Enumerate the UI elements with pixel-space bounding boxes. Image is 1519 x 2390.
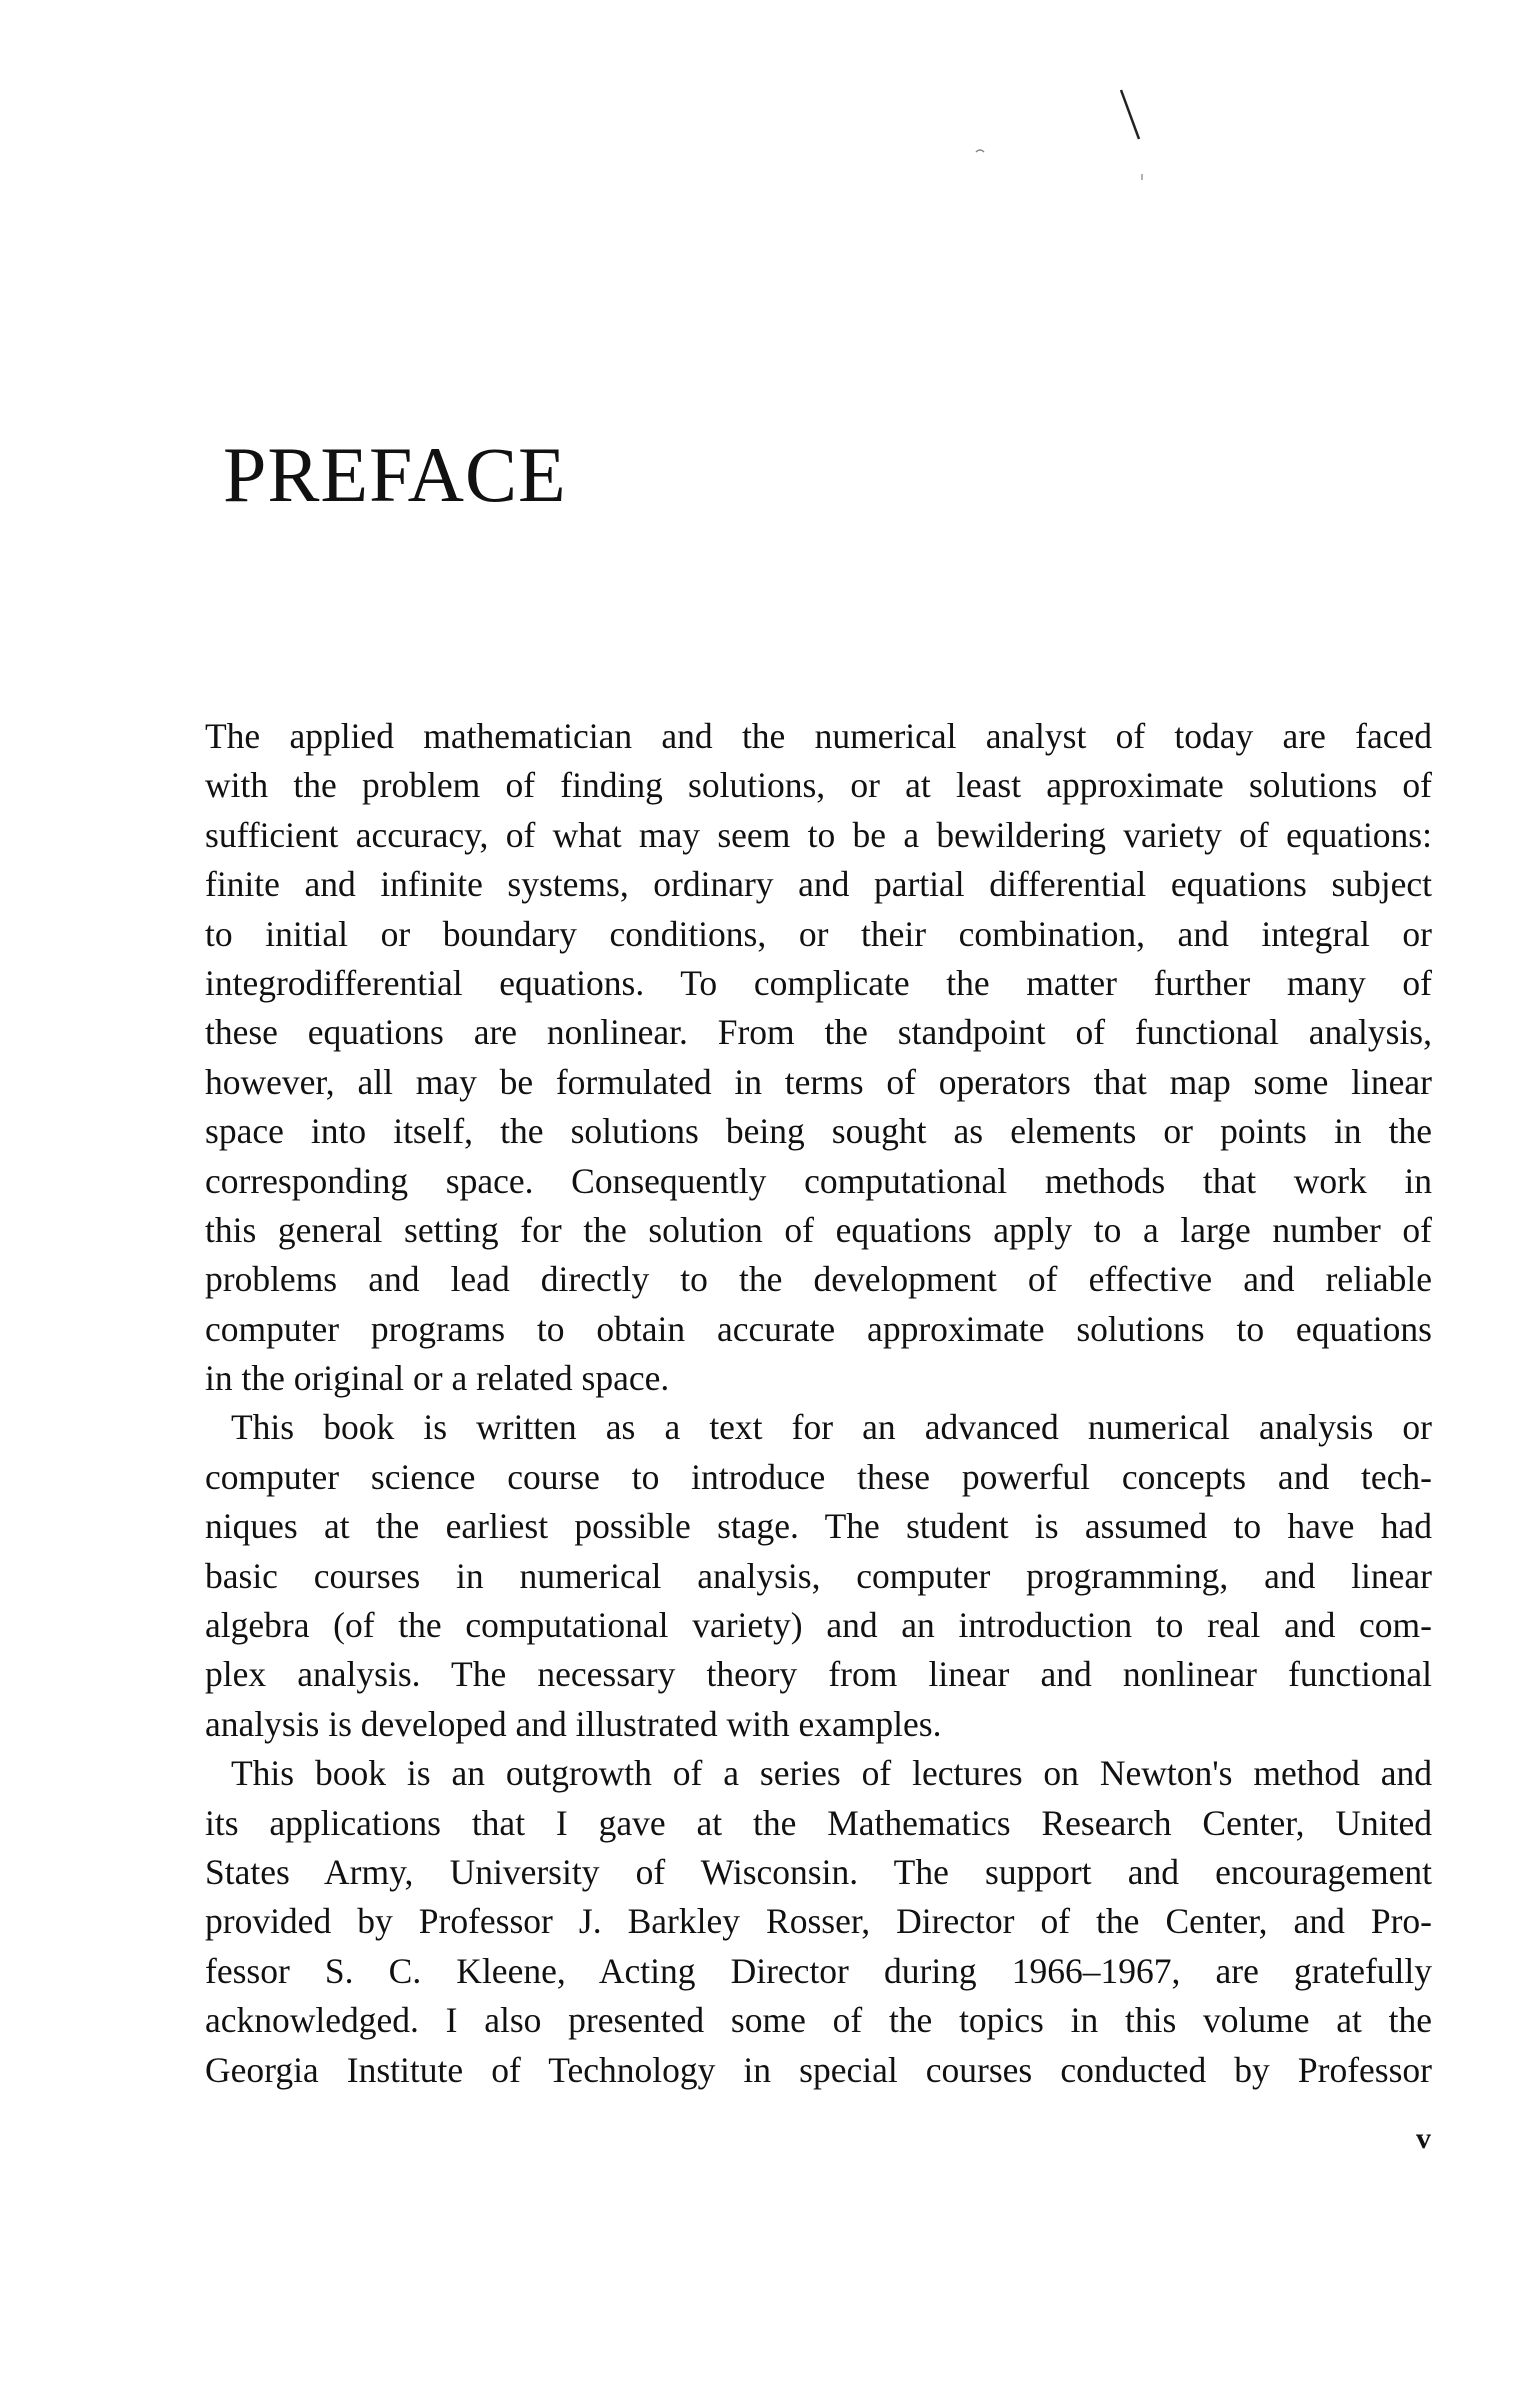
text-line: acknowledged. I also presented some of the topics in this volume at the: [205, 2000, 1432, 2041]
text-line: States Army, University of Wisconsin. The support and encouragement: [205, 1851, 1432, 1892]
text-line: space into itself, the solutions being sought as elements or points in the: [205, 1111, 1432, 1152]
text-line: plex analysis. The necessary theory from linear and nonlinear functional: [205, 1654, 1432, 1695]
text-line: This book is an outgrowth of a series of lectures on Newton's method and: [231, 1753, 1432, 1794]
text-line: corresponding space. Consequently computational methods that work in: [205, 1160, 1432, 1201]
text-line: in the original or a related space.: [205, 1358, 670, 1399]
text-line: these equations are nonlinear. From the standpoint of functional analysis,: [205, 1012, 1432, 1053]
text-line: problems and lead directly to the development of effective and reliable: [205, 1259, 1432, 1300]
text-line: Georgia Institute of Technology in special courses conducted by Professor: [205, 2049, 1432, 2090]
text-line: its applications that I gave at the Mathematics Research Center, United: [205, 1802, 1432, 1843]
scan-mark-dot: [976, 150, 984, 152]
scan-mark-stroke: [1121, 90, 1139, 139]
text-line: fessor S. C. Kleene, Acting Director during 1966–1967, are gratefully: [205, 1950, 1432, 1991]
text-line: to initial or boundary conditions, or their combination, and integral or: [205, 913, 1432, 954]
paragraph: [205, 1403, 1432, 1749]
text-line: with the problem of finding solutions, or at least approximate solutions of: [205, 765, 1432, 806]
text-line: provided by Professor J. Barkley Rosser, Director of the Center, and Pro-: [205, 1901, 1432, 1942]
preface-body: [205, 712, 1432, 2095]
text-line: algebra (of the computational variety) and an introduction to real and com-: [205, 1605, 1432, 1646]
text-line: niques at the earliest possible stage. The student is assumed to have had: [205, 1506, 1432, 1547]
text-line: computer programs to obtain accurate approximate solutions to equations: [205, 1308, 1432, 1349]
scan-marks: [0, 0, 1519, 300]
page-title: PREFACE: [223, 431, 567, 518]
text-line: analysis is developed and illustrated with examples.: [205, 1703, 942, 1744]
text-line: computer science course to introduce these powerful concepts and tech-: [205, 1456, 1432, 1497]
text-line: sufficient accuracy, of what may seem to be a bewildering variety of equations:: [205, 814, 1432, 855]
text-line: basic courses in numerical analysis, computer programming, and linear: [205, 1555, 1432, 1596]
text-line: this general setting for the solution of equations apply to a large number of: [205, 1209, 1432, 1250]
text-line: however, all may be formulated in terms of operators that map some linear: [205, 1061, 1432, 1102]
page-number: v: [1416, 2122, 1431, 2155]
text-line: This book is written as a text for an advanced numerical analysis or: [231, 1407, 1432, 1448]
paragraph: [205, 712, 1432, 1403]
text-line: The applied mathematician and the numerical analyst of today are faced: [205, 716, 1432, 756]
text-line: finite and infinite systems, ordinary and partial differential equations subject: [205, 864, 1432, 905]
text-line: integrodifferential equations. To complicate the matter further many of: [205, 962, 1432, 1003]
paragraph: [205, 1749, 1432, 2095]
